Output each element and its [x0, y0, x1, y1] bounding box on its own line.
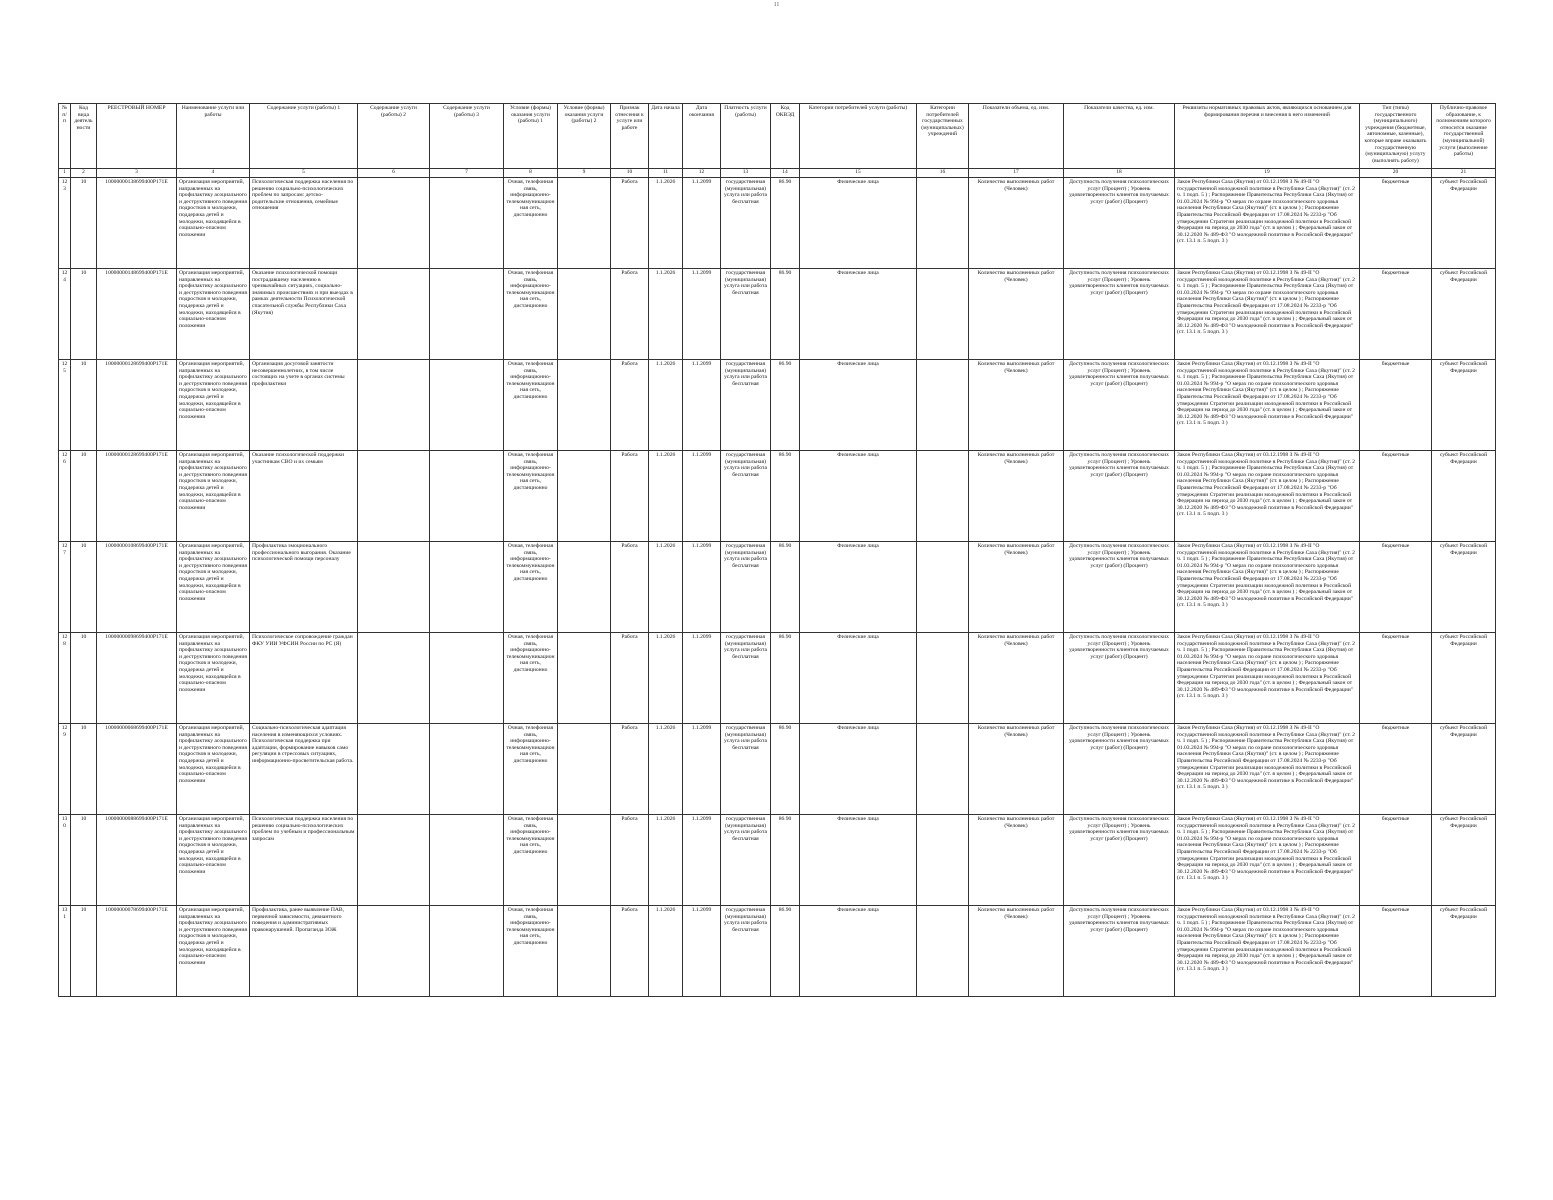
cell-reg: 10000000108699400P171E — [97, 542, 177, 633]
cell-num: 125 — [59, 360, 71, 451]
cell-volume: Количество выполненных работ (Человек) — [969, 542, 1064, 633]
cell-legal: Закон Республики Саха (Якутия) от 03.12.1998 З № 49-II "О государственной молодежной политике в Республике Саха (Якутия)" (ст. 2 ч. 1 подп. 5 ) ; Распоряжение Правительства Республики Саха (Якутия) от 01.03.2024 № 994-р "О мерах по охране психологического здоровья населения Республики Саха (Якутия)" (ст. в целом ) ; Распоряжение Правительства Российской Федерации от 17.08.2024 № 2233-р "Об утверждении Стратегии реализации молодежной политики в Российской Федерации на период до 2030 года" (ст. в целом ) ; Федеральный закон от 30.12.2020 № 489-ФЗ "О молодежной политике в Российской Федерации" (ст. 13.1 п. 5 подп. 3 ) — [1175, 724, 1360, 815]
column-header: Содержание услуги (работы) 2 — [358, 104, 430, 169]
cell-empty — [430, 451, 504, 542]
column-number: 1 — [59, 169, 71, 178]
cell-code: 10 — [71, 906, 97, 997]
column-header: РЕЕСТРОВЫЙ НОМЕР — [97, 104, 177, 169]
cell-quality: Доступность получения психологических услуг (Процент) ; Уровень удовлетворенности клиентов получаемых услуг (работ) (Процент) — [1064, 451, 1175, 542]
cell-legal: Закон Республики Саха (Якутия) от 03.12.1998 З № 49-II "О государственной молодежной политике в Республике Саха (Якутия)" (ст. 2 ч. 1 подп. 5 ) ; Распоряжение Правительства Республики Саха (Якутия) от 01.03.2024 № 994-р "О мерах по охране психологического здоровья населения Республики Саха (Якутия)" (ст. в целом ) ; Распоряжение Правительства Российской Федерации от 17.08.2024 № 2233-р "Об утверждении Стратегии реализации молодежной политики в Российской Федерации на период до 2030 года" (ст. в целом ) ; Федеральный закон от 30.12.2020 № 489-ФЗ "О молодежной политике в Российской Федерации" (ст. 13.1 п. 5 подп. 3 ) — [1175, 360, 1360, 451]
cell-empty — [917, 360, 969, 451]
cell-empty — [358, 724, 430, 815]
cell-empty — [358, 633, 430, 724]
column-number: 21 — [1432, 169, 1496, 178]
cell-service: Организация мероприятий, направленных на профилактику асоциального и деструктивного поведения подростков и молодежи, поддержка детей и молодежи, находящейся в социально-опасном положении — [177, 360, 250, 451]
cell-empty — [917, 724, 969, 815]
cell-empty — [558, 542, 611, 633]
cell-type: Работа — [611, 724, 649, 815]
cell-pay: государственная (муниципальная) услуга или работа бесплатная — [721, 906, 771, 997]
cell-empty — [917, 178, 969, 269]
cell-empty — [358, 178, 430, 269]
cell-reg: 10000000128699400P171E — [97, 451, 177, 542]
cell-num: 130 — [59, 815, 71, 906]
cell-code: 10 — [71, 542, 97, 633]
cell-inst-type: бюджетные — [1360, 815, 1432, 906]
cell-service: Организация мероприятий, направленных на профилактику асоциального и деструктивного поведения подростков и молодежи, поддержка детей и молодежи, находящейся в социально-опасном положении — [177, 724, 250, 815]
cell-volume: Количество выполненных работ (Человек) — [969, 178, 1064, 269]
table-body — [59, 178, 1496, 997]
column-header: Платность услуги (работы) — [721, 104, 771, 169]
column-number: 7 — [430, 169, 504, 178]
cell-end: 1.1.2099 — [683, 815, 721, 906]
services-registry-table — [58, 103, 1496, 997]
column-number: 19 — [1175, 169, 1360, 178]
table-row — [59, 178, 1496, 269]
cell-cond1: Очная, телефонная связь, информационно-телекоммуникацион ная сеть, дистанционно — [504, 451, 558, 542]
cell-legal: Закон Республики Саха (Якутия) от 03.12.1998 З № 49-II "О государственной молодежной политике в Республике Саха (Якутия)" (ст. 2 ч. 1 подп. 5 ) ; Распоряжение Правительства Республики Саха (Якутия) от 01.03.2024 № 994-р "О мерах по охране психологического здоровья населения Республики Саха (Якутия)" (ст. в целом ) ; Распоряжение Правительства Российской Федерации от 17.08.2024 № 2233-р "Об утверждении Стратегии реализации молодежной политики в Российской Федерации на период до 2030 года" (ст. в целом ) ; Федеральный закон от 30.12.2020 № 489-ФЗ "О молодежной политике в Российской Федерации" (ст. 13.1 п. 5 подп. 3 ) — [1175, 178, 1360, 269]
cell-content1: Психологическая поддержка населения по решению социально-психологических проблем по запросам: детско-родительские отношения, семейные отношения — [250, 178, 358, 269]
column-number: 8 — [504, 169, 558, 178]
column-number: 4 — [177, 169, 250, 178]
cell-consumers: Физические лица — [800, 633, 917, 724]
cell-empty — [430, 906, 504, 997]
table-row — [59, 269, 1496, 360]
cell-inst-type: бюджетные — [1360, 724, 1432, 815]
cell-okved: 86.90 — [771, 633, 800, 724]
table-row — [59, 906, 1496, 997]
cell-cond1: Очная, телефонная связь, информационно-телекоммуникацион ная сеть, дистанционно — [504, 542, 558, 633]
cell-num: 126 — [59, 451, 71, 542]
column-header: Тип (типы) государственного (муниципального) учреждения (бюджетные, автономные, казенные), которые вправе оказывать государственную (муниципальную) услугу (выполнять работу) — [1360, 104, 1432, 169]
cell-cond1: Очная, телефонная связь, информационно-телекоммуникацион ная сеть, дистанционно — [504, 269, 558, 360]
cell-consumers: Физические лица — [800, 269, 917, 360]
cell-legal: Закон Республики Саха (Якутия) от 03.12.1998 З № 49-II "О государственной молодежной политике в Республике Саха (Якутия)" (ст. 2 ч. 1 подп. 5 ) ; Распоряжение Правительства Республики Саха (Якутия) от 01.03.2024 № 994-р "О мерах по охране психологического здоровья населения Республики Саха (Якутия)" (ст. в целом ) ; Распоряжение Правительства Российской Федерации от 17.08.2024 № 2233-р "Об утверждении Стратегии реализации молодежной политики в Российской Федерации на период до 2030 года" (ст. в целом ) ; Федеральный закон от 30.12.2020 № 489-ФЗ "О молодежной политике в Российской Федерации" (ст. 13.1 п. 5 подп. 3 ) — [1175, 451, 1360, 542]
cell-type: Работа — [611, 633, 649, 724]
cell-start: 1.1.2026 — [649, 633, 683, 724]
cell-type: Работа — [611, 906, 649, 997]
table-row — [59, 451, 1496, 542]
column-header: Публично-правовое образование, к полномочиям которого относится оказание государственной (муниципальной) услуги (выполнение работы) — [1432, 104, 1496, 169]
column-header: Код вида деятельности — [71, 104, 97, 169]
cell-num: 124 — [59, 269, 71, 360]
table-row — [59, 360, 1496, 451]
cell-volume: Количество выполненных работ (Человек) — [969, 906, 1064, 997]
cell-content1: Организация досуговой занятости несовершеннолетних, в том числе состоящих на учете в органах системы профилактики — [250, 360, 358, 451]
cell-num: 131 — [59, 906, 71, 997]
cell-num: 127 — [59, 542, 71, 633]
cell-service: Организация мероприятий, направленных на профилактику асоциального и деструктивного поведения подростков и молодежи, поддержка детей и молодежи, находящейся в социально-опасном положении — [177, 633, 250, 724]
column-number: 5 — [250, 169, 358, 178]
cell-okved: 86.90 — [771, 906, 800, 997]
cell-empty — [558, 815, 611, 906]
cell-start: 1.1.2026 — [649, 542, 683, 633]
cell-empty — [558, 178, 611, 269]
cell-start: 1.1.2026 — [649, 269, 683, 360]
cell-reg: 10000000078699400P171E — [97, 906, 177, 997]
cell-type: Работа — [611, 269, 649, 360]
cell-legal: Закон Республики Саха (Якутия) от 03.12.1998 З № 49-II "О государственной молодежной политике в Республике Саха (Якутия)" (ст. 2 ч. 1 подп. 5 ) ; Распоряжение Правительства Республики Саха (Якутия) от 01.03.2024 № 994-р "О мерах по охране психологического здоровья населения Республики Саха (Якутия)" (ст. в целом ) ; Распоряжение Правительства Российской Федерации от 17.08.2024 № 2233-р "Об утверждении Стратегии реализации молодежной политики в Российской Федерации на период до 2030 года" (ст. в целом ) ; Федеральный закон от 30.12.2020 № 489-ФЗ "О молодежной политике в Российской Федерации" (ст. 13.1 п. 5 подп. 3 ) — [1175, 906, 1360, 997]
cell-empty — [430, 360, 504, 451]
cell-end: 1.1.2099 — [683, 542, 721, 633]
cell-empty — [430, 542, 504, 633]
cell-end: 1.1.2099 — [683, 451, 721, 542]
cell-pay: государственная (муниципальная) услуга или работа бесплатная — [721, 451, 771, 542]
cell-empty — [358, 542, 430, 633]
cell-empty — [917, 815, 969, 906]
column-header: Категории потребителей услуги (работы) — [800, 104, 917, 169]
cell-type: Работа — [611, 360, 649, 451]
column-header: Дата начала — [649, 104, 683, 169]
cell-authority: субъект Российской Федерации — [1432, 815, 1496, 906]
column-header: Условие (формы) оказания услуги (работы) 2 — [558, 104, 611, 169]
column-number: 3 — [97, 169, 177, 178]
cell-okved: 86.90 — [771, 542, 800, 633]
column-header: Категории потребителей государственных (муниципальных) учреждений — [917, 104, 969, 169]
cell-inst-type: бюджетные — [1360, 906, 1432, 997]
cell-empty — [358, 815, 430, 906]
column-header: Показатели качества, ед. изм. — [1064, 104, 1175, 169]
cell-inst-type: бюджетные — [1360, 360, 1432, 451]
column-header: Дата окончания — [683, 104, 721, 169]
cell-legal: Закон Республики Саха (Якутия) от 03.12.1998 З № 49-II "О государственной молодежной политике в Республике Саха (Якутия)" (ст. 2 ч. 1 подп. 5 ) ; Распоряжение Правительства Республики Саха (Якутия) от 01.03.2024 № 994-р "О мерах по охране психологического здоровья населения Республики Саха (Якутия)" (ст. в целом ) ; Распоряжение Правительства Российской Федерации от 17.08.2024 № 2233-р "Об утверждении Стратегии реализации молодежной политики в Российской Федерации на период до 2030 года" (ст. в целом ) ; Федеральный закон от 30.12.2020 № 489-ФЗ "О молодежной политике в Российской Федерации" (ст. 13.1 п. 5 подп. 3 ) — [1175, 633, 1360, 724]
cell-quality: Доступность получения психологических услуг (Процент) ; Уровень удовлетворенности клиентов получаемых услуг (работ) (Процент) — [1064, 906, 1175, 997]
cell-consumers: Физические лица — [800, 724, 917, 815]
cell-empty — [558, 360, 611, 451]
cell-okved: 86.90 — [771, 815, 800, 906]
cell-service: Организация мероприятий, направленных на профилактику асоциального и деструктивного поведения подростков и молодежи, поддержка детей и молодежи, находящейся в социально-опасном положении — [177, 178, 250, 269]
cell-empty — [430, 724, 504, 815]
cell-quality: Доступность получения психологических услуг (Процент) ; Уровень удовлетворенности клиентов получаемых услуг (работ) (Процент) — [1064, 633, 1175, 724]
cell-code: 10 — [71, 724, 97, 815]
cell-inst-type: бюджетные — [1360, 269, 1432, 360]
cell-end: 1.1.2099 — [683, 633, 721, 724]
cell-quality: Доступность получения психологических услуг (Процент) ; Уровень удовлетворенности клиентов получаемых услуг (работ) (Процент) — [1064, 542, 1175, 633]
cell-end: 1.1.2099 — [683, 906, 721, 997]
cell-start: 1.1.2026 — [649, 451, 683, 542]
cell-start: 1.1.2026 — [649, 906, 683, 997]
cell-num: 123 — [59, 178, 71, 269]
cell-empty — [917, 269, 969, 360]
cell-pay: государственная (муниципальная) услуга или работа бесплатная — [721, 724, 771, 815]
cell-consumers: Физические лица — [800, 906, 917, 997]
cell-consumers: Физические лица — [800, 360, 917, 451]
cell-quality: Доступность получения психологических услуг (Процент) ; Уровень удовлетворенности клиентов получаемых услуг (работ) (Процент) — [1064, 269, 1175, 360]
cell-empty — [558, 906, 611, 997]
cell-code: 10 — [71, 178, 97, 269]
column-number: 12 — [683, 169, 721, 178]
cell-start: 1.1.2026 — [649, 360, 683, 451]
cell-reg: 10000000128699400P171E — [97, 360, 177, 451]
cell-cond1: Очная, телефонная связь, информационно-телекоммуникацион ная сеть, дистанционно — [504, 360, 558, 451]
column-number: 10 — [611, 169, 649, 178]
column-header: Показатели объема, ед. изм. — [969, 104, 1064, 169]
cell-empty — [358, 451, 430, 542]
cell-cond1: Очная, телефонная связь, информационно-телекоммуникацион ная сеть, дистанционно — [504, 906, 558, 997]
column-number: 9 — [558, 169, 611, 178]
column-header: Признак отнесения к услуге или работе — [611, 104, 649, 169]
cell-start: 1.1.2026 — [649, 178, 683, 269]
cell-inst-type: бюджетные — [1360, 178, 1432, 269]
cell-okved: 86.90 — [771, 451, 800, 542]
cell-cond1: Очная, телефонная связь, информационно-телекоммуникацион ная сеть, дистанционно — [504, 724, 558, 815]
cell-empty — [430, 815, 504, 906]
column-number: 15 — [800, 169, 917, 178]
cell-empty — [917, 906, 969, 997]
cell-inst-type: бюджетные — [1360, 542, 1432, 633]
cell-consumers: Физические лица — [800, 178, 917, 269]
cell-service: Организация мероприятий, направленных на профилактику асоциального и деструктивного поведения подростков и молодежи, поддержка детей и молодежи, находящейся в социально-опасном положении — [177, 451, 250, 542]
cell-okved: 86.90 — [771, 178, 800, 269]
cell-volume: Количество выполненных работ (Человек) — [969, 269, 1064, 360]
cell-type: Работа — [611, 178, 649, 269]
cell-inst-type: бюджетные — [1360, 451, 1432, 542]
cell-quality: Доступность получения психологических услуг (Процент) ; Уровень удовлетворенности клиентов получаемых услуг (работ) (Процент) — [1064, 724, 1175, 815]
cell-reg: 10000000098699400P171E — [97, 633, 177, 724]
cell-service: Организация мероприятий, направленных на профилактику асоциального и деструктивного поведения подростков и молодежи, поддержка детей и молодежи, находящейся в социально-опасном положении — [177, 269, 250, 360]
cell-cond1: Очная, телефонная связь, информационно-телекоммуникацион ная сеть, дистанционно — [504, 633, 558, 724]
table-row — [59, 633, 1496, 724]
cell-end: 1.1.2099 — [683, 724, 721, 815]
cell-service: Организация мероприятий, направленных на профилактику асоциального и деструктивного поведения подростков и молодежи, поддержка детей и молодежи, находящейся в социально-опасном положении — [177, 542, 250, 633]
cell-empty — [558, 724, 611, 815]
cell-legal: Закон Республики Саха (Якутия) от 03.12.1998 З № 49-II "О государственной молодежной политике в Республике Саха (Якутия)" (ст. 2 ч. 1 подп. 5 ) ; Распоряжение Правительства Республики Саха (Якутия) от 01.03.2024 № 994-р "О мерах по охране психологического здоровья населения Республики Саха (Якутия)" (ст. в целом ) ; Распоряжение Правительства Российской Федерации от 17.08.2024 № 2233-р "Об утверждении Стратегии реализации молодежной политики в Российской Федерации на период до 2030 года" (ст. в целом ) ; Федеральный закон от 30.12.2020 № 489-ФЗ "О молодежной политике в Российской Федерации" (ст. 13.1 п. 5 подп. 3 ) — [1175, 815, 1360, 906]
cell-end: 1.1.2099 — [683, 360, 721, 451]
cell-empty — [917, 451, 969, 542]
cell-pay: государственная (муниципальная) услуга или работа бесплатная — [721, 633, 771, 724]
cell-empty — [917, 633, 969, 724]
cell-consumers: Физические лица — [800, 451, 917, 542]
cell-authority: субъект Российской Федерации — [1432, 269, 1496, 360]
page-number: 11 — [773, 2, 780, 8]
cell-num: 128 — [59, 633, 71, 724]
column-number: 6 — [358, 169, 430, 178]
table-row — [59, 542, 1496, 633]
cell-pay: государственная (муниципальная) услуга или работа бесплатная — [721, 360, 771, 451]
cell-empty — [430, 633, 504, 724]
cell-empty — [558, 269, 611, 360]
cell-empty — [430, 269, 504, 360]
cell-empty — [358, 360, 430, 451]
cell-okved: 86.90 — [771, 269, 800, 360]
cell-pay: государственная (муниципальная) услуга или работа бесплатная — [721, 178, 771, 269]
cell-cond1: Очная, телефонная связь, информационно-телекоммуникацион ная сеть, дистанционно — [504, 178, 558, 269]
cell-authority: субъект Российской Федерации — [1432, 633, 1496, 724]
cell-inst-type: бюджетные — [1360, 633, 1432, 724]
cell-volume: Количество выполненных работ (Человек) — [969, 815, 1064, 906]
cell-content1: Профилактика эмоционального профессионального выгорания. Оказание психологической помощи персоналу — [250, 542, 358, 633]
cell-content1: Оказание психологической поддержки участникам СВО и их семьям — [250, 451, 358, 542]
cell-start: 1.1.2026 — [649, 815, 683, 906]
cell-pay: государственная (муниципальная) услуга или работа бесплатная — [721, 542, 771, 633]
column-number: 13 — [721, 169, 771, 178]
cell-empty — [430, 178, 504, 269]
cell-volume: Количество выполненных работ (Человек) — [969, 451, 1064, 542]
cell-code: 10 — [71, 633, 97, 724]
cell-empty — [358, 269, 430, 360]
table-row — [59, 815, 1496, 906]
cell-volume: Количество выполненных работ (Человек) — [969, 633, 1064, 724]
column-header: Условие (формы) оказания услуги (работы) 1 — [504, 104, 558, 169]
cell-content1: Оказание психологической помощи пострадавшему населению в чрезвычайных ситуациях, социально-значимых происшествиях и при выездах в рамках деятельности Психологической спасательной службы Республики Саха (Якутия) — [250, 269, 358, 360]
cell-reg: 10000000138699400P171E — [97, 178, 177, 269]
cell-authority: субъект Российской Федерации — [1432, 360, 1496, 451]
column-header: № п/п — [59, 104, 71, 169]
column-number: 11 — [649, 169, 683, 178]
column-number: 2 — [71, 169, 97, 178]
cell-pay: государственная (муниципальная) услуга или работа бесплатная — [721, 269, 771, 360]
cell-authority: субъект Российской Федерации — [1432, 178, 1496, 269]
cell-type: Работа — [611, 542, 649, 633]
cell-pay: государственная (муниципальная) услуга или работа бесплатная — [721, 815, 771, 906]
cell-content1: Психологическая поддержка населения по решению социально-психологических проблем по учебным и профессиональным запросам — [250, 815, 358, 906]
cell-authority: субъект Российской Федерации — [1432, 906, 1496, 997]
column-header: Содержание услуги (работы) 3 — [430, 104, 504, 169]
cell-end: 1.1.2099 — [683, 178, 721, 269]
cell-empty — [558, 451, 611, 542]
cell-service: Организация мероприятий, направленных на профилактику асоциального и деструктивного поведения подростков и молодежи, поддержка детей и молодежи, находящейся в социально-опасном положении — [177, 906, 250, 997]
column-header: Содержание услуги (работы) 1 — [250, 104, 358, 169]
cell-legal: Закон Республики Саха (Якутия) от 03.12.1998 З № 49-II "О государственной молодежной политике в Республике Саха (Якутия)" (ст. 2 ч. 1 подп. 5 ) ; Распоряжение Правительства Республики Саха (Якутия) от 01.03.2024 № 994-р "О мерах по охране психологического здоровья населения Республики Саха (Якутия)" (ст. в целом ) ; Распоряжение Правительства Российской Федерации от 17.08.2024 № 2233-р "Об утверждении Стратегии реализации молодежной политики в Российской Федерации на период до 2030 года" (ст. в целом ) ; Федеральный закон от 30.12.2020 № 489-ФЗ "О молодежной политике в Российской Федерации" (ст. 13.1 п. 5 подп. 3 ) — [1175, 269, 1360, 360]
cell-content1: Профилактика, ранее выявление ПАВ, первичной зависимости, девиантного поведения и административных правонарушений. Пропаганда ЗОЖ — [250, 906, 358, 997]
table-row — [59, 724, 1496, 815]
cell-volume: Количество выполненных работ (Человек) — [969, 724, 1064, 815]
cell-reg: 10000000068699400P171E — [97, 724, 177, 815]
column-number: 20 — [1360, 169, 1432, 178]
cell-okved: 86.90 — [771, 360, 800, 451]
cell-quality: Доступность получения психологических услуг (Процент) ; Уровень удовлетворенности клиентов получаемых услуг (работ) (Процент) — [1064, 178, 1175, 269]
cell-type: Работа — [611, 815, 649, 906]
cell-code: 10 — [71, 360, 97, 451]
cell-code: 10 — [71, 815, 97, 906]
header-row — [59, 104, 1496, 169]
cell-empty — [358, 906, 430, 997]
cell-authority: субъект Российской Федерации — [1432, 724, 1496, 815]
cell-code: 10 — [71, 451, 97, 542]
column-header: Наименование услуги или работы — [177, 104, 250, 169]
cell-reg: 10000000088699400P171E — [97, 815, 177, 906]
cell-num: 129 — [59, 724, 71, 815]
column-number: 14 — [771, 169, 800, 178]
column-number-row — [59, 169, 1496, 178]
cell-service: Организация мероприятий, направленных на профилактику асоциального и деструктивного поведения подростков и молодежи, поддержка детей и молодежи, находящейся в социально-опасном положении — [177, 815, 250, 906]
cell-code: 10 — [71, 269, 97, 360]
column-number: 18 — [1064, 169, 1175, 178]
cell-content1: Социально-психологическая адаптация населения в изменяющихся условиях. Психологическая поддержка при адаптации, формирование навыков само регуляции в стрессовых ситуациях, информационно-просветительская работа. — [250, 724, 358, 815]
cell-reg: 10000000148699400P171E — [97, 269, 177, 360]
column-number: 16 — [917, 169, 969, 178]
cell-empty — [917, 542, 969, 633]
cell-quality: Доступность получения психологических услуг (Процент) ; Уровень удовлетворенности клиентов получаемых услуг (работ) (Процент) — [1064, 815, 1175, 906]
cell-end: 1.1.2099 — [683, 269, 721, 360]
cell-authority: субъект Российской Федерации — [1432, 451, 1496, 542]
cell-legal: Закон Республики Саха (Якутия) от 03.12.1998 З № 49-II "О государственной молодежной политике в Республике Саха (Якутия)" (ст. 2 ч. 1 подп. 5 ) ; Распоряжение Правительства Республики Саха (Якутия) от 01.03.2024 № 994-р "О мерах по охране психологического здоровья населения Республики Саха (Якутия)" (ст. в целом ) ; Распоряжение Правительства Российской Федерации от 17.08.2024 № 2233-р "Об утверждении Стратегии реализации молодежной политики в Российской Федерации на период до 2030 года" (ст. в целом ) ; Федеральный закон от 30.12.2020 № 489-ФЗ "О молодежной политике в Российской Федерации" (ст. 13.1 п. 5 подп. 3 ) — [1175, 542, 1360, 633]
cell-volume: Количество выполненных работ (Человек) — [969, 360, 1064, 451]
cell-consumers: Физические лица — [800, 542, 917, 633]
cell-consumers: Физические лица — [800, 815, 917, 906]
cell-empty — [558, 633, 611, 724]
column-number: 17 — [969, 169, 1064, 178]
column-header: Код ОКВЭД — [771, 104, 800, 169]
cell-okved: 86.90 — [771, 724, 800, 815]
cell-cond1: Очная, телефонная связь, информационно-телекоммуникацион ная сеть, дистанционно — [504, 815, 558, 906]
cell-quality: Доступность получения психологических услуг (Процент) ; Уровень удовлетворенности клиентов получаемых услуг (работ) (Процент) — [1064, 360, 1175, 451]
cell-authority: субъект Российской Федерации — [1432, 542, 1496, 633]
cell-type: Работа — [611, 451, 649, 542]
column-header: Реквизиты нормативных правовых актов, являющихся основанием для формирования перечня и внесения в него изменений — [1175, 104, 1360, 169]
cell-start: 1.1.2026 — [649, 724, 683, 815]
cell-content1: Психологическое сопровождение граждан ФКУ УИИ УФСИН России по РС (Я) — [250, 633, 358, 724]
